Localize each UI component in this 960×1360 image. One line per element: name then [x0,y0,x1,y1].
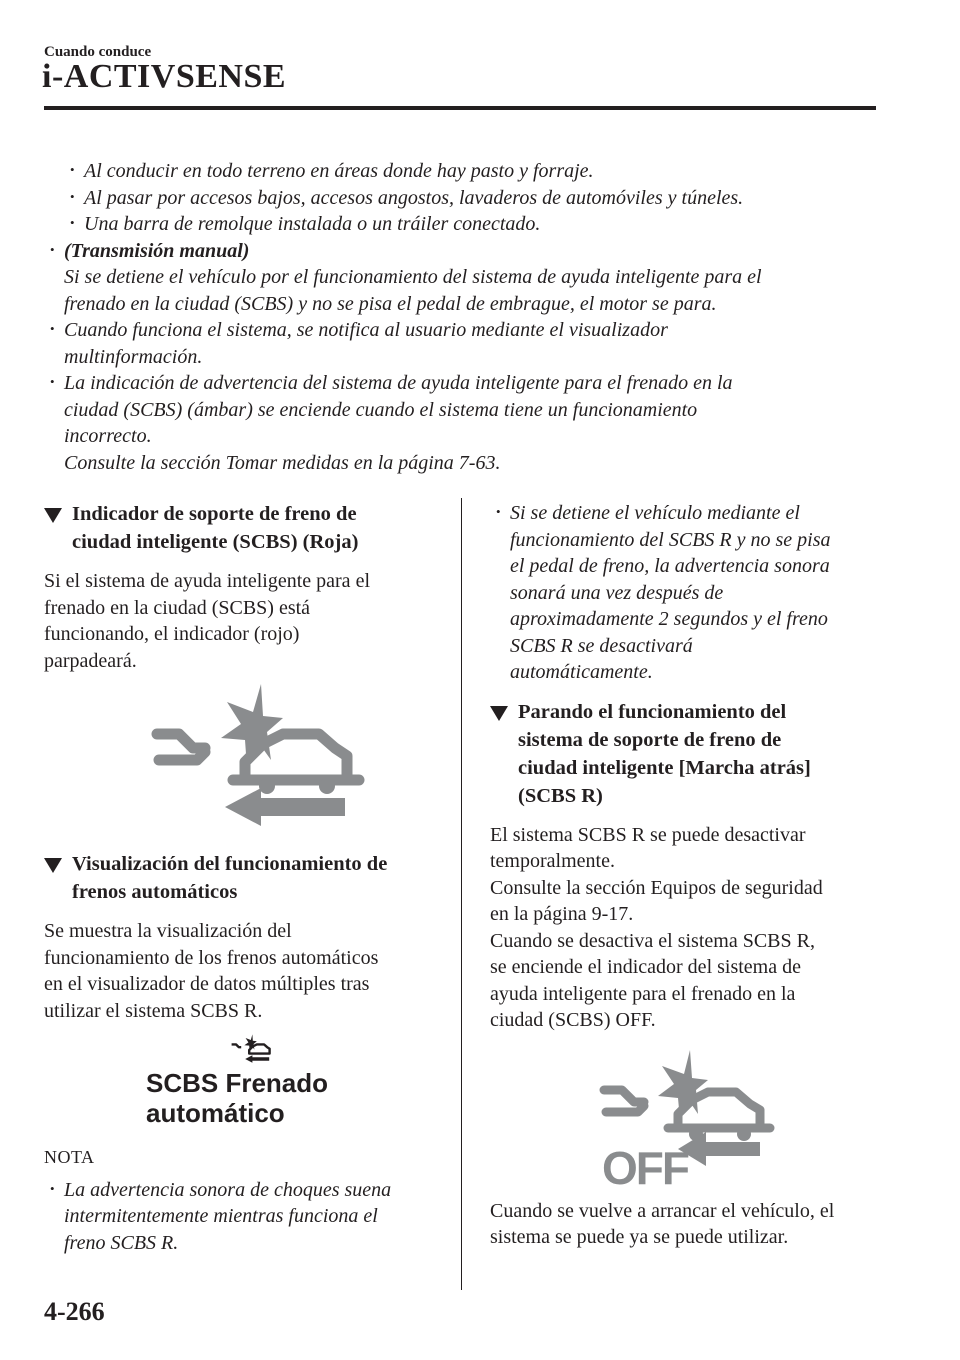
triangle-down-icon [44,858,62,873]
heading-line: frenos automáticos [72,881,238,903]
text-line: automáticamente. [510,661,653,683]
top-list [44,158,874,476]
left-column [44,500,444,1256]
text-line: Cuando se vuelve a arrancar el vehículo, el [490,1199,835,1222]
text-line: sonará una vez después de [510,581,724,604]
column-divider [461,498,462,1290]
text-line: funcionamiento de los frenos automáticos [44,946,379,969]
display-message [146,1068,444,1128]
off-label: OFF [602,1141,688,1190]
text-line: SCBS R se desactivará [510,634,693,657]
text-line: se enciende el indicador del sistema de [490,956,801,978]
text-line: El sistema SCBS R se puede desactivar [490,823,806,846]
display-line: SCBS Frenado [146,1068,329,1098]
text-line: • Cuando funciona el sistema, se notifica al usuario mediante el visualizador [64,319,668,341]
text-line: temporalmente. [490,850,615,872]
scbs-small-icon [230,1034,274,1064]
paragraph [44,918,444,1024]
text-line: Consulte la sección Equipos de seguridad [490,876,823,899]
section-label: Cuando conduce [44,44,152,60]
text-line: ayuda inteligente para el frenado en la [490,982,796,1005]
triangle-down-icon [490,706,508,721]
text-line: ciudad (SCBS) (ámbar) se enciende cuando el sistema tiene un funcionamiento [64,398,698,421]
text-line: multinformación. [64,345,203,368]
scbs-off-icon [598,1050,778,1190]
page-title: i-ACTIVSENSE [42,58,287,95]
heading-line: Indicador de soporte de freno de [72,503,357,525]
right-column [490,500,880,1259]
scbs-indicator-figure [44,682,444,842]
manual-title: • (Transmisión manual) [64,239,250,262]
text-line: • La advertencia sonora de choques suena [64,1178,392,1201]
text-line: Si el sistema de ayuda inteligente para el [44,570,370,592]
text-line: parpadeará. [44,649,137,672]
scbs-off-figure [490,1042,880,1192]
text-line: frenado en la ciudad (SCBS) y no se pisa el pedal de embrague, el motor se para. [64,292,717,315]
text-line: utilizar el sistema SCBS R. [44,999,263,1022]
text-line: en el visualizador de datos múltiples tras [44,973,370,995]
text-line: • La indicación de advertencia del sistema de ayuda inteligente para el frenado en la [64,372,733,394]
heading-line: (SCBS R) [518,784,603,807]
list-item: • Una barra de remolque instalada o un tráiler conectado. [64,211,874,238]
text-line: ciudad (SCBS) OFF. [490,1009,656,1031]
page-number: 4-266 [44,1297,105,1326]
text-line: funcionamiento del SCBS R y no se pisa [510,528,831,551]
small-icon-figure [44,1032,444,1068]
heading-line: ciudad inteligente (SCBS) (Roja) [72,531,359,553]
triangle-down-icon [44,508,62,523]
text-line: en la página 9-17. [490,903,634,925]
note-label: NOTA [44,1147,95,1167]
list-item-notify [44,317,874,370]
display-line: automático [146,1098,285,1128]
text-line: sistema se puede ya se puede utilizar. [490,1226,789,1248]
header-rule [44,106,876,110]
list-item: • Al conducir en todo terreno en áreas donde hay pasto y forraje. [64,158,874,185]
text-line: Consulte la sección Tomar medidas en la página 7-63. [64,451,501,474]
text-line: Se muestra la visualización del [44,920,292,942]
paragraph [44,568,444,674]
list-item-manual [44,238,874,318]
list-item: • Al pasar por accesos bajos, accesos angostos, lavaderos de automóviles y túneles. [64,185,874,212]
heading-line: ciudad inteligente [Marcha atrás] [518,756,811,779]
text-line: aproximadamente 2 segundos y el freno [510,608,828,630]
list-item [490,500,880,686]
paragraph [490,1198,880,1251]
heading-line: Parando el funcionamiento del [518,700,787,723]
text-line: funcionando, el indicador (rojo) [44,623,300,645]
heading-stop-scbs-r [490,698,880,810]
heading-scbs-indicator [44,500,444,556]
text-line: incorrecto. [64,425,152,447]
list-item-warning [44,370,874,476]
text-line: frenado en la ciudad (SCBS) está [44,596,311,619]
paragraph [490,822,880,1034]
text-line: Si se detiene el vehículo por el funcionamiento del sistema de ayuda inteligente para el [64,266,762,288]
text-line: Cuando se desactiva el sistema SCBS R, [490,929,815,952]
text-line: intermitentemente mientras funciona el [64,1205,378,1227]
text-line: freno SCBS R. [64,1231,179,1254]
text-line: • Si se detiene el vehículo mediante el [510,502,800,524]
heading-auto-brake-display [44,850,444,906]
note-item [44,1177,444,1257]
text-line: el pedal de freno, la advertencia sonora [510,555,830,577]
scbs-r-indicator-icon [149,682,369,832]
heading-line: Visualización del funcionamiento de [72,853,388,875]
heading-line: sistema de soporte de freno de [518,728,782,751]
